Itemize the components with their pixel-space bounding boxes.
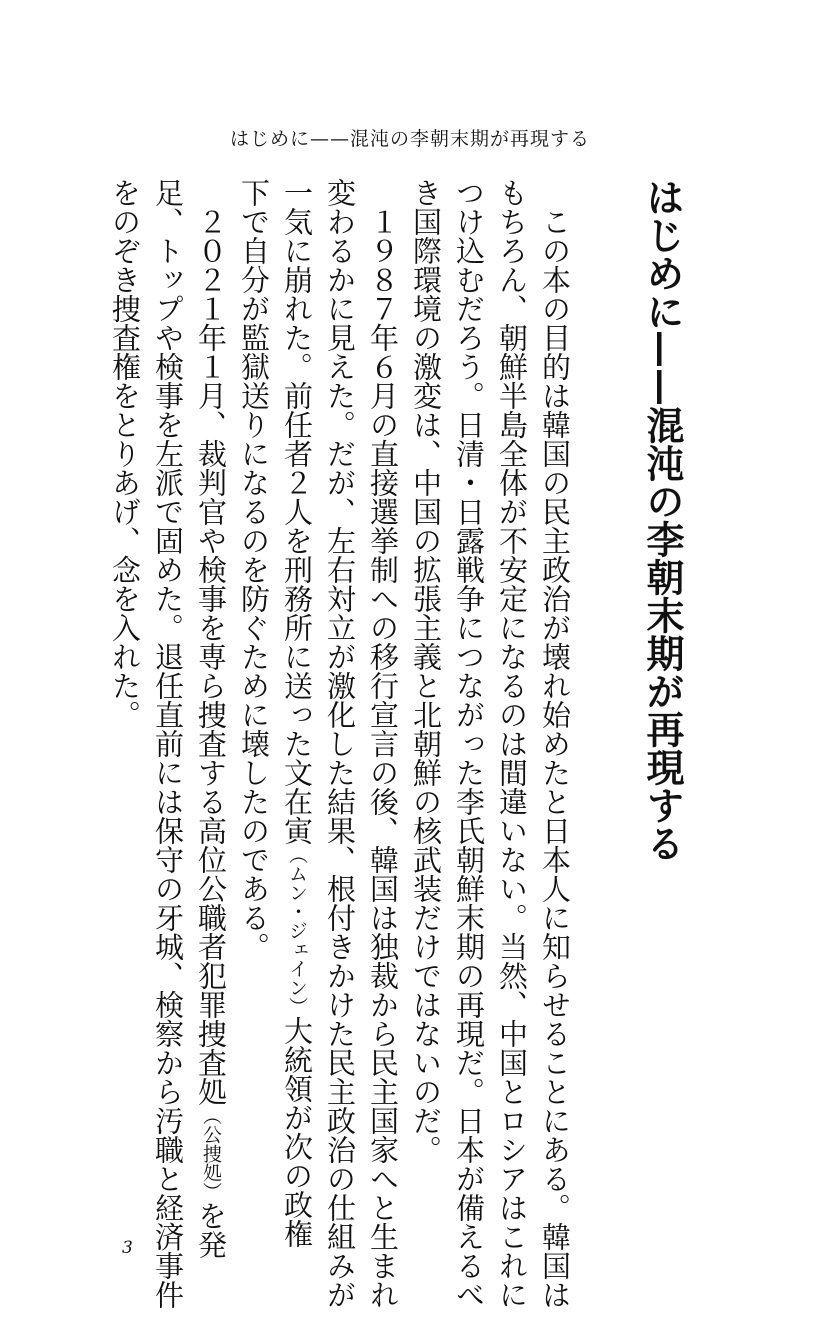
body-line-10: 足、トップや検事を左派で固めた。退任直前には保守の牙城、検察から汚職と経済事件 [151, 178, 185, 1309]
body-line-9-post: を発 [194, 1201, 228, 1259]
body-line-6: 変わるかに見えた。だが、左右対立が激化した結果、根付きかけた民主政治の仕組みが [323, 178, 357, 1309]
body-line-8: 下で自分が監獄送りになるのを防ぐために壊したのである。 [237, 178, 271, 961]
body-line-7-post: 大統領が次の政権 [280, 1016, 314, 1248]
body-line-11: をのぞき捜査権をとりあげ、念を入れた。 [108, 178, 142, 729]
body-line-9-abbrev: （公捜処） [200, 1106, 222, 1201]
page-number: 3 [122, 1238, 133, 1258]
body-line-7 [275, 178, 318, 1309]
body-line-7-ruby: （ムン・ジェイン） [286, 845, 308, 1016]
body-line-7-pre: 一気に崩れた。前任者２人を刑務所に送った文在寅 [280, 178, 314, 845]
chapter-title: はじめに——混沌の李朝末期が再現する [640, 178, 685, 862]
body-line-9 [189, 178, 232, 1309]
body-line-1: この本の目的は韓国の民主政治が壊れ始めたと日本人に知らせることにある。韓国は [538, 178, 572, 1309]
body-text [96, 178, 576, 1309]
body-line-2: もちろん、朝鮮半島全体が不安定になるのは間違いない。当然、中国とロシアはこれに [495, 178, 529, 1309]
body-line-4: き国際環境の激変は、中国の拡張主義と北朝鮮の核武装だけではないのだ。 [409, 178, 443, 1164]
running-head: はじめに——混沌の李朝末期が再現する [229, 128, 590, 150]
body-line-5: １９８７年６月の直接選挙制への移行宣言の後、韓国は独裁から民主国家へと生まれ [366, 178, 400, 1309]
body-line-9-pre: ２０２１年１月、裁判官や検事を専ら捜査する高位公職者犯罪捜査処 [194, 178, 228, 1106]
body-line-3: つけ込むだろう。日清・日露戦争につながった李氏朝鮮末期の再現だ。日本が備えるべ [452, 178, 486, 1309]
